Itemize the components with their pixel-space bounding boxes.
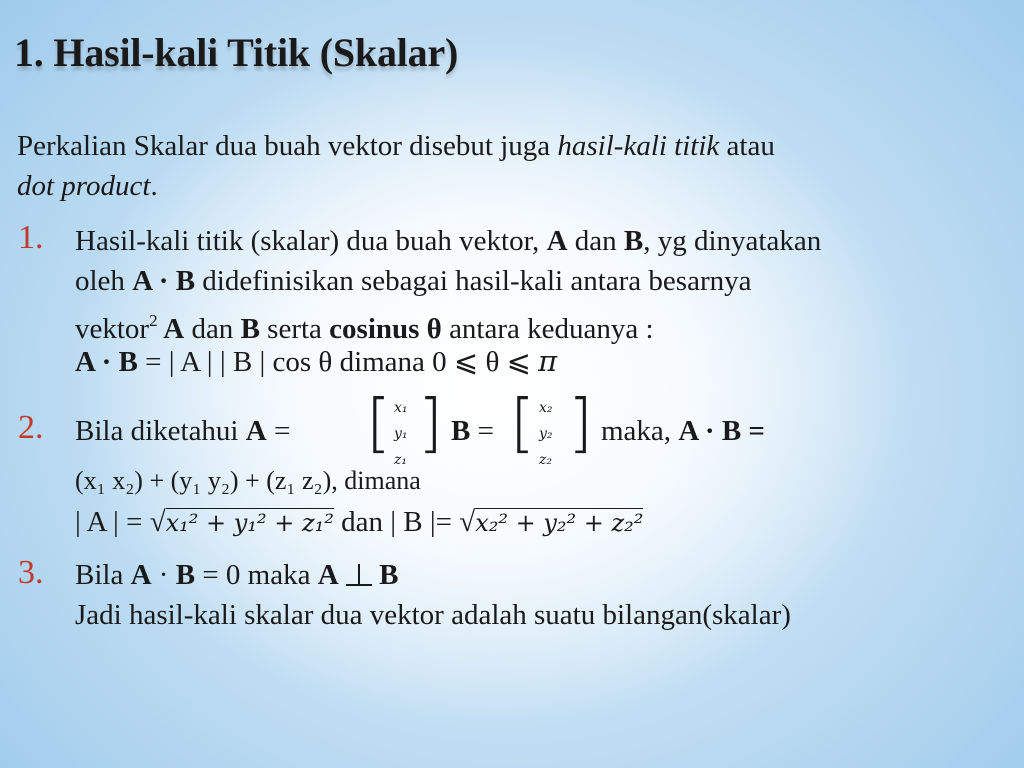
bold-term: A xyxy=(130,559,152,591)
item2-line-3 xyxy=(75,505,643,539)
text: = xyxy=(741,415,765,447)
intro-line-2 xyxy=(17,169,158,203)
vector-b-x: x₂ xyxy=(539,400,553,416)
list-number-2: 2. xyxy=(18,409,44,446)
radicand-b: x₂² + y₂² + z₂² xyxy=(475,509,644,537)
intro-text: atau xyxy=(719,130,775,162)
item3-line-1 xyxy=(75,558,399,592)
vector-a-x: x₁ xyxy=(394,400,408,416)
item1-line-1 xyxy=(75,224,821,258)
text: Hasil-kali titik (skalar) dua buah vektor, xyxy=(75,225,547,257)
item2-line-1-left xyxy=(75,414,290,448)
bold-term: A xyxy=(245,415,267,447)
radicand-a: x₁² + y₁² + z₁² xyxy=(165,509,334,537)
bold-term: A xyxy=(317,559,339,591)
list-number-1: 1. xyxy=(18,219,44,256)
text: serta xyxy=(259,313,330,345)
bold-term: B xyxy=(451,415,471,447)
text: · xyxy=(151,559,176,591)
text: = xyxy=(470,415,494,447)
text: antara keduanya : xyxy=(441,313,654,345)
text: , yg dinyatakan xyxy=(643,225,822,257)
right-bracket-icon: ] xyxy=(418,387,443,461)
pi-symbol: π xyxy=(538,344,558,378)
text: oleh xyxy=(75,265,133,297)
superscript: 2 xyxy=(149,311,158,330)
item1-line-2 xyxy=(75,264,751,298)
text: | A | = xyxy=(75,506,150,538)
bold-term: B xyxy=(623,225,644,257)
text: dan | B |= xyxy=(333,506,460,538)
text: dan xyxy=(567,225,624,257)
bold-term: A xyxy=(546,225,568,257)
item3-line-2: Jadi hasil-kali skalar dua vektor adalah suatu bilangan(skalar) xyxy=(75,599,791,631)
intro-text: . xyxy=(150,170,158,202)
bold-term: A · B xyxy=(678,415,742,447)
left-bracket-icon: [ xyxy=(366,387,391,461)
right-bracket-icon: ] xyxy=(568,387,593,461)
item2-line-1-right xyxy=(601,414,765,448)
left-bracket-icon: [ xyxy=(510,387,535,461)
perpendicular-icon xyxy=(346,564,372,586)
bold-term: A · B xyxy=(132,265,196,297)
text: didefinisikan sebagai hasil-kali antara besarnya xyxy=(195,265,752,297)
bold-term: B xyxy=(379,559,399,591)
text: vektor xyxy=(75,313,150,345)
bold-term: B xyxy=(175,559,196,591)
formula-text: = | A | | B | cos θ dimana 0 ⩽ θ ⩽ xyxy=(137,346,539,378)
intro-italic-term: hasil-kali titik xyxy=(557,130,720,162)
intro-italic-term: dot product xyxy=(17,170,151,202)
bold-term: cosinus θ xyxy=(329,313,442,345)
page-title: 1. Hasil-kali Titik (Skalar) xyxy=(14,30,459,75)
list-number-3: 3. xyxy=(18,554,44,591)
text: = xyxy=(266,415,291,447)
intro-text: Perkalian Skalar dua buah vektor disebut juga xyxy=(17,130,558,162)
item1-formula xyxy=(75,344,557,379)
text: dan xyxy=(184,313,241,345)
item2-line-2: (x₁ x₂) + (y₁ y₂) + (z₁ z₂), dimana xyxy=(75,466,421,495)
bold-term: A xyxy=(157,313,185,345)
vector-b-z: z₂ xyxy=(539,452,552,468)
sqrt-icon: √ xyxy=(149,506,166,538)
item1-line-3 xyxy=(75,304,654,346)
text: maka, xyxy=(601,415,679,447)
vector-a-z: z₁ xyxy=(394,452,407,468)
text: Bila xyxy=(75,559,131,591)
text: = 0 maka xyxy=(195,559,318,591)
vector-b-y: y₂ xyxy=(539,426,553,442)
vector-a-y: y₁ xyxy=(394,426,408,442)
sqrt-icon: √ xyxy=(459,506,476,538)
intro-line-1 xyxy=(17,129,775,163)
vector-b-label xyxy=(451,414,494,448)
vector-a-matrix xyxy=(366,387,443,472)
bold-term: B xyxy=(240,313,260,345)
bold-term: A · B xyxy=(75,346,138,378)
vector-b-matrix xyxy=(510,387,593,472)
text: Bila diketahui xyxy=(75,415,246,447)
